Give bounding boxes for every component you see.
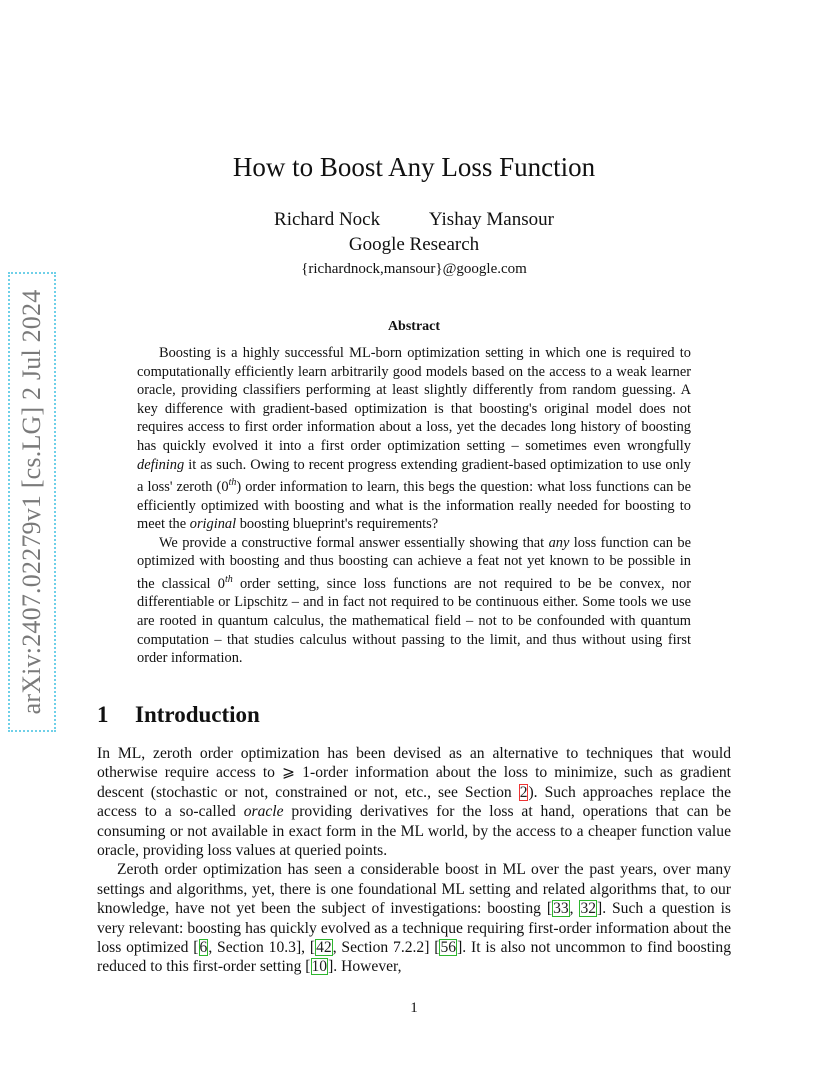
abstract-paragraph: We provide a constructive formal answer essentially showing that any loss function can be optimized with boosting and thus boosting can achieve a feat not yet known to be possible in the classical 0th order setting, since loss functions are not required to be be convex, nor differentiable or Lipschitz – and in fact not required to be continuous either. Some tools we use are rooted in quantum calculus, the mathematical field – not to be confounded with quantum computation – that studies calculus without passing to the limit, and thus without using first order information. [137, 534, 692, 667]
arxiv-id[interactable]: arXiv:2407.02279v1 [cs.LG] 2 Jul 2024 [17, 289, 46, 715]
intro-body [97, 744, 731, 977]
author-name: Yishay Mansour [428, 209, 554, 230]
citation-link[interactable]: 10 [311, 958, 328, 976]
affiliation: Google Research [348, 234, 480, 255]
abstract-paragraph: Boosting is a highly successful ML-born optimization setting in which one is required to computationally efficiently learn arbitrarily good models based on the access to a weak learner oracle, providing classifiers performing at least slightly differently from random guessing. A key difference with gradient-based optimization is that boosting's original model does not requires access to first order information about a loss, yet the decades long history of boosting has quickly evolved it into a first order optimization setting – sometimes even wrongfully defining it as such. Owing to recent progress extending gradient-based optimization to use only a loss' zeroth (0th) order information to learn, this begs the question: what loss functions can be efficiently optimized with boosting and what is the information really needed for boosting to meet the original boosting blueprint's requirements? [137, 345, 691, 533]
citation-link[interactable]: 56 [440, 939, 457, 957]
page-number: 1 [410, 1000, 418, 1016]
abstract-heading: Abstract [387, 319, 441, 334]
arxiv-stamp[interactable] [8, 272, 56, 732]
abstract-body [137, 344, 691, 668]
section-number: 1 [97, 702, 109, 727]
section-ref-link[interactable]: 2 [519, 783, 528, 801]
body-paragraph: Zeroth order optimization has seen a considerable boost in ML over the past years, over many settings and algorithms, yet, there is one foundational ML setting and related algorithms that, to our knowledge, have not yet been the subject of investigations: boosting [33, 32]. Such a question is very relevant: boosting has quickly evolved as a technique requiring first-order information about the loss optimized [6, Section 10.3], [42, Section 7.2.2] [56]. It is also not uncommon to find boosting reduced to this first-order setting [10]. However, [97, 861, 731, 976]
citation-link[interactable]: 6 [199, 939, 208, 957]
section-title: Introduction [135, 702, 260, 727]
citation-link[interactable]: 42 [316, 939, 332, 957]
author-email: {richardnock,mansour}@google.com [301, 261, 527, 277]
paper-title: How to Boost Any Loss Function [232, 152, 596, 182]
body-paragraph: In ML, zeroth order optimization has been devised as an alternative to techniques that would otherwise require access to ⩾ 1-order information about the loss to minimize, such as gradient descent (stochastic or not, constrained or not, etc., see Section 2). Such approaches replace the access to a so-called oracle providing derivatives for the loss at hand, operations that can be consuming or not available in exact form in the ML world, by the access to a cheaper function value oracle, providing loss values at queried points. [97, 745, 731, 860]
author-list [0, 209, 828, 231]
citation-link[interactable]: 33 [553, 900, 569, 918]
citation-link[interactable]: 32 [580, 900, 597, 918]
section-heading [97, 702, 260, 728]
author-name: Richard Nock [274, 209, 381, 230]
